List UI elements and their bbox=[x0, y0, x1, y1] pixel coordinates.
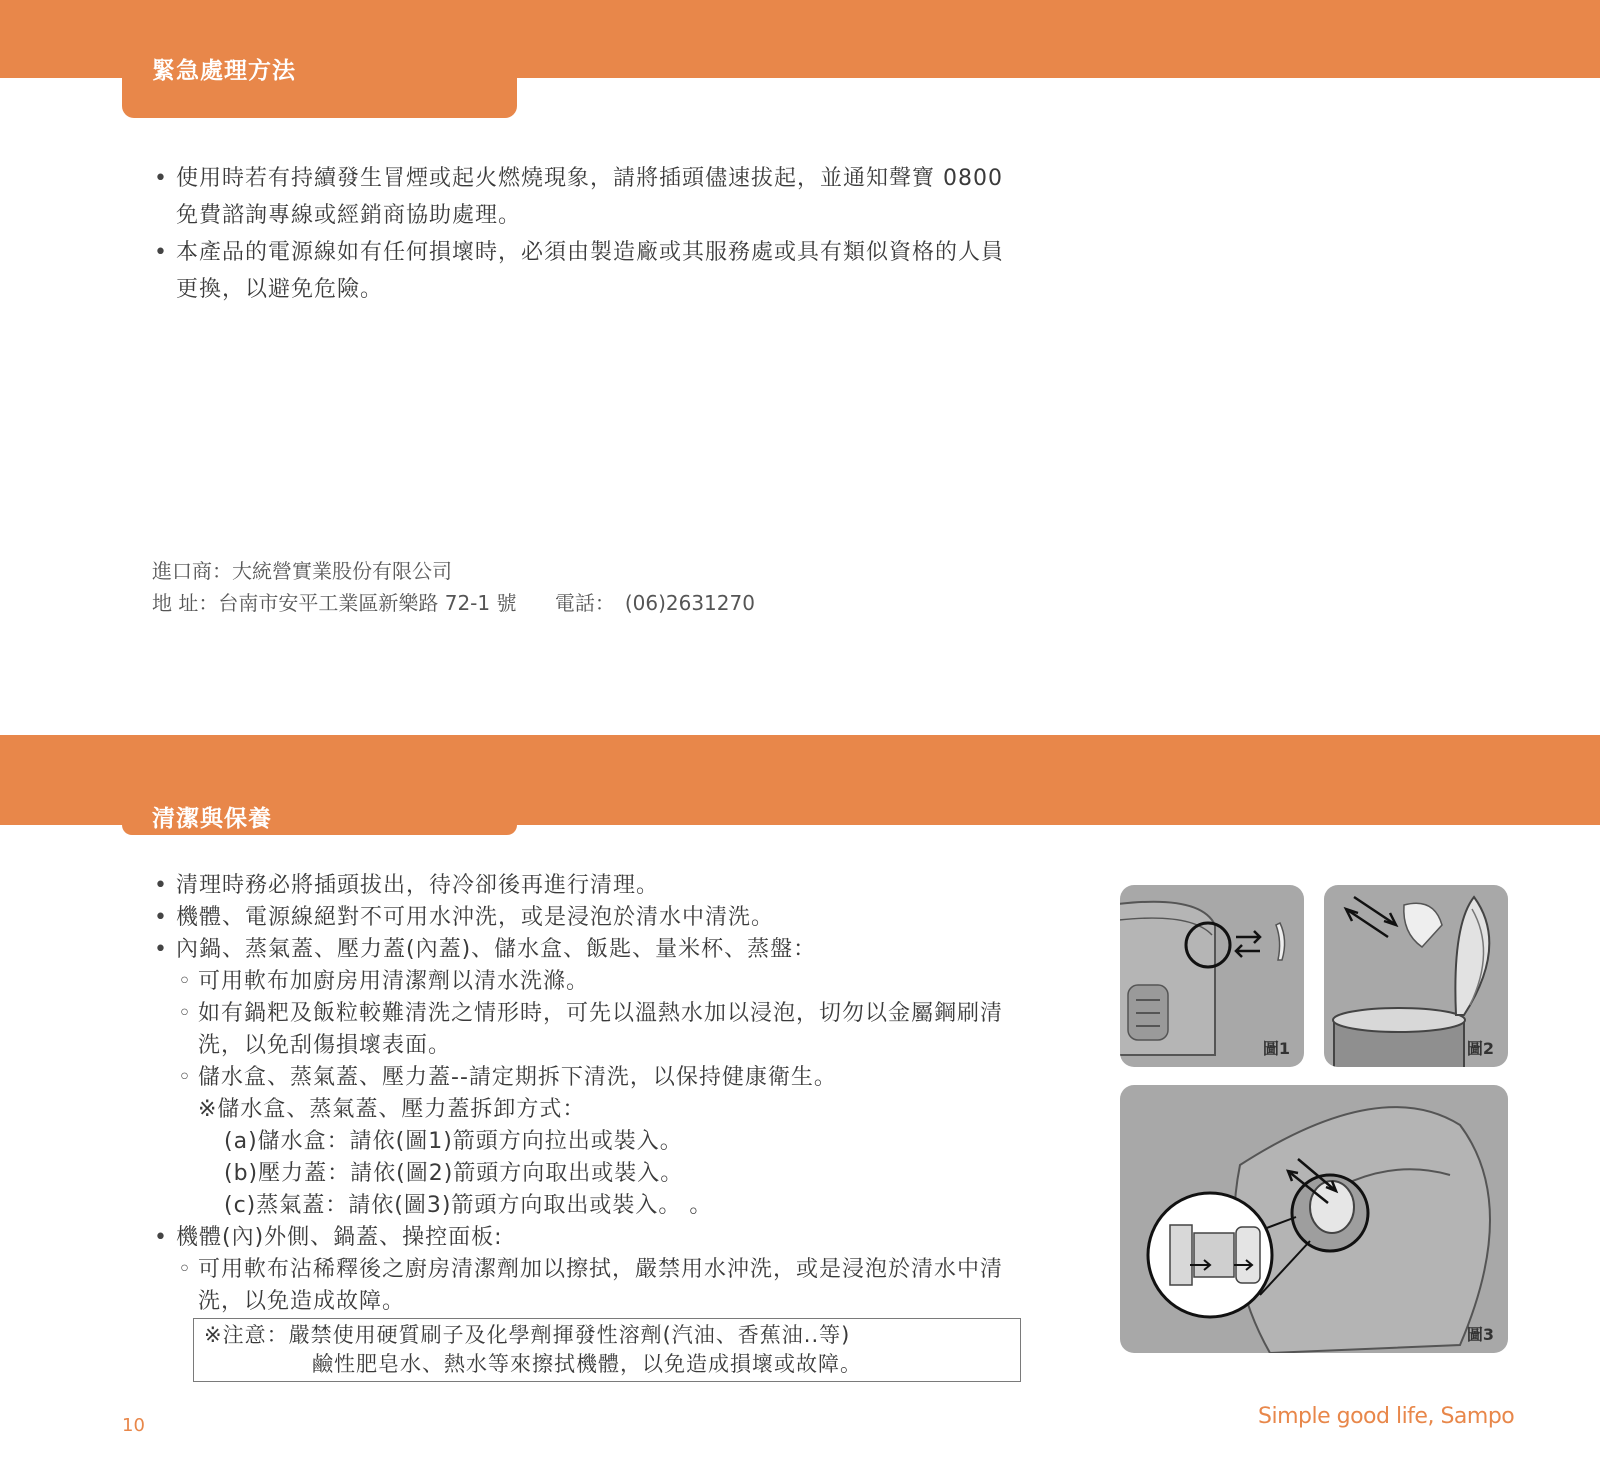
figure-2-label: 圖2 bbox=[1466, 1039, 1494, 1058]
cleaning-item-dot: • 清理時務必將插頭拔出，待冷卻後再進行清理。 bbox=[152, 870, 1022, 902]
cleaning-item-dot: • 機體、電源線絕對不可用水沖洗，或是浸泡於清水中清洗。 bbox=[152, 902, 1022, 934]
cleaning-item-dot: • 內鍋、蒸氣蓋、壓力蓋(內蓋)、儲水盒、飯匙、量米杯、蒸盤： bbox=[152, 934, 1022, 966]
figure-1-water-box bbox=[1120, 885, 1304, 1067]
brand-slogan: Simple good life, Sampo bbox=[1258, 1404, 1515, 1429]
section-title-cleaning: 清潔與保養 bbox=[152, 806, 272, 832]
emergency-bullet: • 本產品的電源線如有任何損壞時，必須由製造廠或其服務處或具有類似資格的人員更換，以避免危險。 bbox=[152, 234, 1022, 308]
importer-address-label: 地 址： bbox=[152, 591, 219, 615]
importer-address-row bbox=[152, 587, 755, 619]
figure-1-label: 圖1 bbox=[1262, 1039, 1290, 1058]
figure-3-label: 圖3 bbox=[1466, 1325, 1494, 1344]
figure-3-steam-cap bbox=[1120, 1085, 1508, 1353]
cleaning-item-sub: ◦ 可用軟布加廚房用清潔劑以清水洗滌。 bbox=[152, 966, 1022, 998]
cleaning-item-step: (b)壓力蓋：請依(圖2)箭頭方向取出或裝入。 bbox=[224, 1161, 684, 1186]
cleaning-item-sub: ◦ 儲水盒、蒸氣蓋、壓力蓋--請定期拆下清洗，以保持健康衛生。 bbox=[152, 1062, 1022, 1094]
importer-phone-label: 電話： bbox=[554, 591, 615, 615]
warning-box bbox=[193, 1318, 1021, 1382]
figure-2-pressure-lid bbox=[1324, 885, 1508, 1067]
cleaning-item-step: (c)蒸氣蓋：請依(圖3)箭頭方向取出或裝入。 。 bbox=[224, 1193, 713, 1218]
warning-line: 鹼性肥皂水、熱水等來擦拭機體，以免造成損壞或故障。 bbox=[312, 1352, 862, 1376]
importer-name-row bbox=[152, 555, 755, 587]
page-number: 10 bbox=[122, 1415, 145, 1436]
cleaning-item-dot: • 機體(內)外側、鍋蓋、操控面板: bbox=[152, 1222, 1022, 1254]
emergency-bullet: • 使用時若有持續發生冒煙或起火燃燒現象，請將插頭儘速拔起，並通知聲寶 0800 免費諮詢專線或經銷商協助處理。 bbox=[152, 160, 1022, 234]
importer-name-value: 大統營實業股份有限公司 bbox=[232, 559, 452, 583]
section-title-emergency: 緊急處理方法 bbox=[152, 58, 296, 84]
emergency-list bbox=[152, 160, 1022, 308]
cleaning-item-sub: ◦ 如有鍋粑及飯粒較難清洗之情形時，可先以溫熱水加以浸泡，切勿以金屬鋼刷清洗，以免刮傷損壞表面。 bbox=[152, 998, 1022, 1062]
importer-address-value: 台南市安平工業區新樂路 72-1 號 bbox=[218, 591, 517, 615]
importer-info bbox=[152, 555, 755, 619]
cleaning-list bbox=[152, 870, 1022, 1318]
cleaning-item-step: (a)儲水盒：請依(圖1)箭頭方向拉出或裝入。 bbox=[224, 1129, 683, 1154]
cleaning-item-sub: ◦ 可用軟布沾稀釋後之廚房清潔劑加以擦拭，嚴禁用水沖洗，或是浸泡於清水中清洗，以免造成故障。 bbox=[152, 1254, 1022, 1318]
warning-line: ※注意：嚴禁使用硬質刷子及化學劑揮發性溶劑(汽油、香蕉油..等) bbox=[204, 1323, 851, 1347]
steam-cap-illustration bbox=[1120, 1085, 1508, 1353]
importer-name-label: 進口商： bbox=[152, 559, 232, 583]
importer-phone-value: (06)2631270 bbox=[624, 591, 755, 615]
cleaning-item-note: ※儲水盒、蒸氣蓋、壓力蓋拆卸方式： bbox=[198, 1097, 586, 1122]
